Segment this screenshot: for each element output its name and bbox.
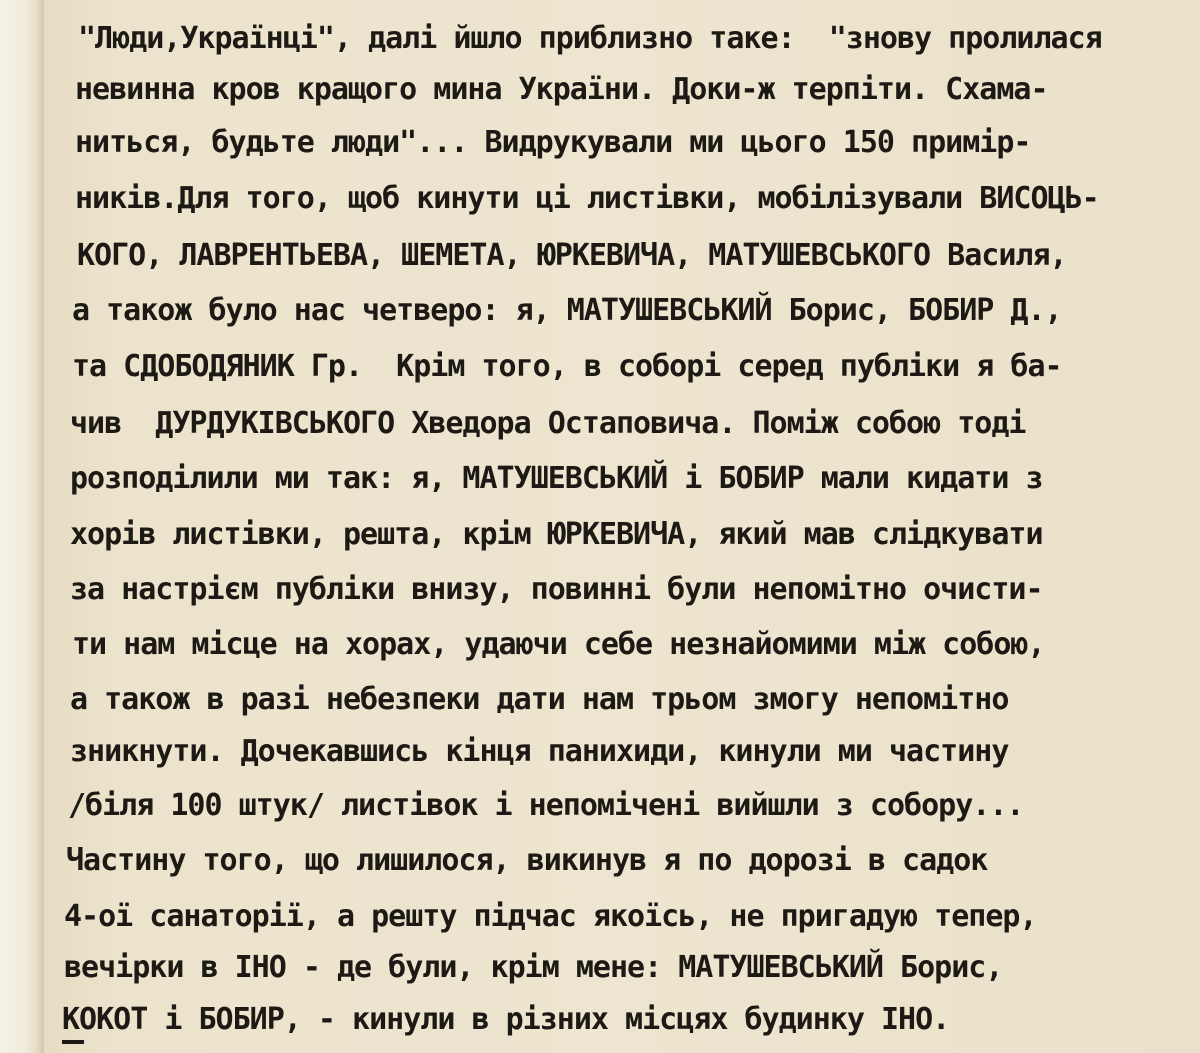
text-line-3: ниться, будьте люди"... Видрукували ми цього 150 примір- <box>75 125 1031 160</box>
text-line-7: та СДОБОДЯНИК Гр. Крім того, в соборі серед публіки я ба- <box>72 349 1062 384</box>
cut-off-next-line-mark <box>62 1040 84 1053</box>
text-line-6: а також було нас четверо: я, МАТУШЕВСЬКИЙ Борис, БОБИР Д., <box>72 293 1062 328</box>
text-line-9: розподілили ми так: я, МАТУШЕВСЬКИЙ і БОБИР мали кидати з <box>70 461 1043 496</box>
text-line-19: КОКОТ і БОБИР, - кинули в різних місцях будинку ІНО. <box>62 1002 950 1037</box>
text-line-14: зникнути. Дочекавшись кінця панихиди, кинули ми частину <box>70 734 1009 769</box>
text-line-10: хорів листівки, решта, крім ЮРКЕВИЧА, який мав слідкувати <box>70 517 1043 552</box>
text-line-4: ників.Для того, щоб кинути ці листівки, мобілізували ВИСОЦЬ- <box>75 181 1099 216</box>
text-line-11: за настрієм публіки внизу, повинні були непомітно очисти- <box>70 572 1043 607</box>
text-line-5: КОГО, ЛАВРЕНТЬЕВА, ШЕМЕТА, ЮРКЕВИЧА, МАТУШЕВСЬКОГО Василя, <box>77 238 1067 273</box>
text-line-18: вечірки в ІНО - де були, крім мене: МАТУШЕВСЬКИЙ Борис, <box>64 950 1003 985</box>
text-line-17: 4-ої санаторії, а решту підчас якоїсь, не пригадую тепер, <box>64 899 1037 934</box>
text-line-16: Частину того, що лишилося, викинув я по дорозі в садок <box>66 843 988 878</box>
text-line-13: а також в разі небезпеки дати нам трьом змогу непомітно <box>70 682 1009 717</box>
text-line-2: невинна кров кращого мина України. Доки-ж терпіти. Схама- <box>75 72 1048 107</box>
text-line-12: ти нам місце на хорах, удаючи себе незнайомими між собою, <box>72 627 1045 662</box>
text-line-8: чив ДУРДУКІВСЬКОГО Хведора Остаповича. Поміж собою тоді <box>70 406 1026 441</box>
text-line-15: /біля 100 штук/ листівок і непомічені вийшли з собору... <box>68 788 1024 823</box>
text-line-1: "Люди,Українці", далі йшло приблизно таке: "знову пролилася <box>78 21 1102 56</box>
